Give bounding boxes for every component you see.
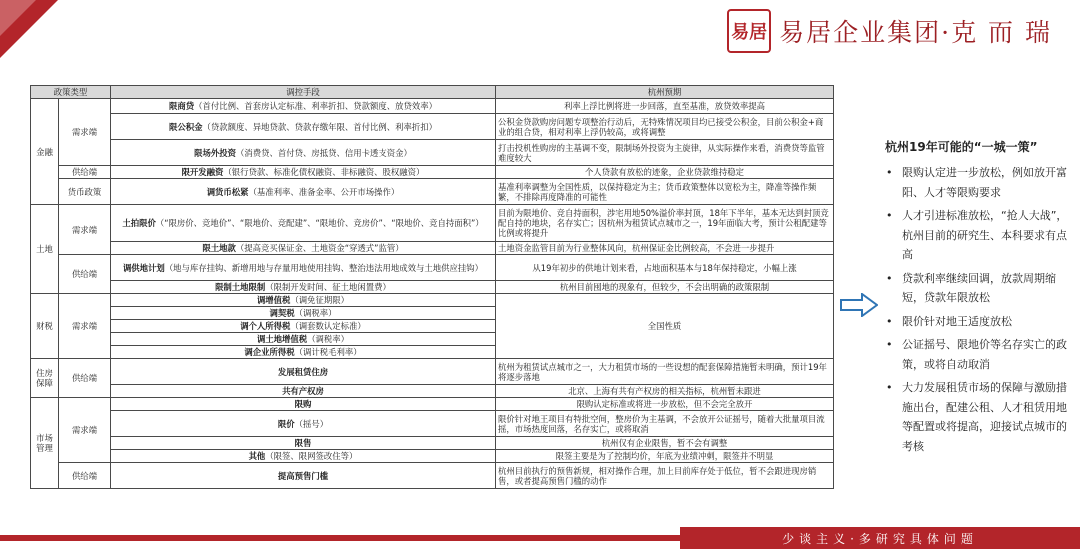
expectation-cell: 限购认定标准或将进一步放松，但不会完全放开 [496,398,834,411]
sub-demand: 需求端 [59,205,111,255]
table-row [31,463,834,489]
bullet-icon: • [886,209,893,222]
table-row [31,294,834,307]
table-header-row [31,86,834,99]
table-row [31,398,834,411]
sub-demand: 需求端 [59,398,111,463]
header-hangzhou-expectation: 杭州预期 [496,86,834,99]
list-item: • 贷款利率继续回调，放款周期缩短，贷款年限放松 [883,269,1068,308]
measure-cell: 共有产权房 [111,385,496,398]
measure-cell: 土拍限价（“限房价、竞地价”、“限地价、竞配建”、“限地价、竞房价”、“限地价、竞自持面积”） [111,205,496,242]
list-item: • 限购认定进一步放松，例如放开富阳、人才等限购要求 [883,163,1068,202]
expectation-cell: 从19年初步的供地计划来看，占地面积基本与18年保持稳定，小幅上涨 [496,255,834,281]
side-title: 杭州19年可能的“一城一策” [885,140,1038,154]
table-row [31,114,834,140]
table-row [31,450,834,463]
bullet-icon: • [886,271,893,285]
bullet-icon: • [886,338,893,351]
expectation-cell: 北京、上海有共有产权房的相关指标，杭州暂未跟进 [496,385,834,398]
sub-supply: 供给端 [59,166,111,179]
expectation-cell: 杭州为租赁试点城市之一，大力租赁市场的一些设想的配套保障措施暂未明确，预计19年将逐步落地 [496,359,834,385]
list-item: • 人才引进标准放松，“抢人大战”，杭州目前的研究生、本科要求有点高 [883,206,1068,265]
brand-logo [727,8,1052,54]
list-item: • 公证摇号、限地价等名存实亡的政策，或将自动取消 [883,335,1068,374]
measure-cell: 限购 [111,398,496,411]
expectation-cell: 限签主要是为了控制均价，年底为业绩冲刺，限签并不明显 [496,450,834,463]
measure-cell: 限公积金（贷款额度、异地贷款、贷款存缴年限、首付比例、利率折扣） [111,114,496,140]
category-housing: 住房保障 [31,359,59,398]
corner-decoration-light [0,0,36,36]
table-row [31,385,834,398]
expectation-cell: 公积金贷款购房问题专项整治行动后，无特殊情况项目均已接受公积金，目前公积金+商业的组合贷，相对利率上浮仍较高，或将调整 [496,114,834,140]
right-arrow-icon [840,293,878,317]
table-row [31,437,834,450]
measure-cell: 发展租赁住房 [111,359,496,385]
measure-cell: 调土地增值税（调税率） [111,333,496,346]
sub-monetary: 货币政策 [59,179,111,205]
sub-supply: 供给端 [59,463,111,489]
table-row [31,166,834,179]
expectation-cell: 个人贷款有放松的迹象，企业贷款维持稳定 [496,166,834,179]
category-land: 土地 [31,205,59,294]
measure-cell: 调个人所得税（调套数认定标准） [111,320,496,333]
category-finance: 金融 [31,99,59,205]
measure-cell: 限开发融资（银行贷款、标准化债权融资、非标融资、股权融资） [111,166,496,179]
sub-supply: 供给端 [59,359,111,398]
bullet-icon: • [886,381,893,394]
measure-cell: 限商贷（首付比例、首套房认定标准、利率折扣、贷款额度、放贷效率） [111,99,496,114]
seal-icon: 易居 [727,9,771,53]
expectation-cell: 限价针对地王项目有特批空间，整房价为主基调，不会放开公证摇号，随着大批量项目流摇，市场热度回落，名存实亡，或将取消 [496,411,834,437]
expectation-cell: 基准利率调整为全国性质，以保持稳定为主；货币政策整体以宽松为主，降准等操作频繁，不排除再度降准的可能性 [496,179,834,205]
table-row [31,179,834,205]
expectation-cell: 利率上浮比例将进一步回落，直至基准，放贷效率提高 [496,99,834,114]
expectation-cell: 打击投机性购房的主基调不变，限制场外投资为主旋律，从实际操作来看，消费贷等监管难度较大 [496,140,834,166]
measure-cell: 限制土地限制（限制开发时间、征土地闲置费） [111,281,496,294]
sub-demand: 需求端 [59,294,111,359]
table-row [31,255,834,281]
measure-cell: 限场外投资（消费贷、首付贷、房抵贷、信用卡透支资金） [111,140,496,166]
table-row [31,411,834,437]
measure-cell: 调货币松紧（基准利率、准备金率、公开市场操作） [111,179,496,205]
measure-cell: 限售 [111,437,496,450]
table-row [31,281,834,294]
expectation-cell: 目前为限地价、竞自持面积，涉宅用地50%溢价率封顶，18年下半年，基本无达到封顶竞配自持的地块，名存实亡；因杭州为租赁试点城市之一，19年面临大考，预计公租配建等比例或将提升 [496,205,834,242]
list-item: • 大力发展租赁市场的保障与激励措施出台，配建公租、人才租赁用地等配置或将提高，迎接试点城市的考核 [883,378,1068,456]
expectation-cell: 全国性质 [496,294,834,359]
measure-cell: 限土地款（提高竞买保证金、土地资金“穿透式”监管） [111,242,496,255]
bullet-icon: • [886,166,893,179]
category-tax: 财税 [31,294,59,359]
brand-name: 易居企业集团·克 而 瑞 [779,18,1052,47]
sub-supply: 供给端 [59,255,111,294]
list-item: • 限价针对地王适度放松 [883,312,1068,332]
side-list [883,163,1068,460]
measure-cell: 调契税（调税率） [111,307,496,320]
policy-table [30,85,834,489]
bullet-icon: • [886,314,893,328]
table-row [31,359,834,385]
measure-cell: 其他（限签、限网签改住等） [111,450,496,463]
measure-cell: 限价（摇号） [111,411,496,437]
measure-cell: 调增值税（调免征期限） [111,294,496,307]
category-market: 市场管理 [31,398,59,489]
table-row [31,99,834,114]
table-row [31,242,834,255]
header-measures: 调控手段 [111,86,496,99]
sub-demand: 需求端 [59,99,111,166]
header-policy-type: 政策类型 [31,86,111,99]
expectation-cell: 杭州仅有企业限售，暂不会有调整 [496,437,834,450]
expectation-cell: 杭州目前囤地的现象有，但较少，不会出明确的政策限制 [496,281,834,294]
table-row [31,205,834,242]
measure-cell: 调企业所得税（调计税毛利率） [111,346,496,359]
expectation-cell: 杭州目前执行的预售新规，相对操作合理，加上目前库存处于低位，暂不会跟进现房销售，或者提高预售门槛的动作 [496,463,834,489]
measure-cell: 调供地计划（地与库存挂钩、新增用地与存量用地使用挂钩、整治违法用地成效与土地供应挂钩） [111,255,496,281]
footer-slogan: 少谈主义·多研究具体问题 [680,527,1080,549]
expectation-cell: 土地资金监管目前为行业整体风向，杭州保证金比例较高，不会进一步提升 [496,242,834,255]
measure-cell: 提高预售门槛 [111,463,496,489]
table-row [31,140,834,166]
